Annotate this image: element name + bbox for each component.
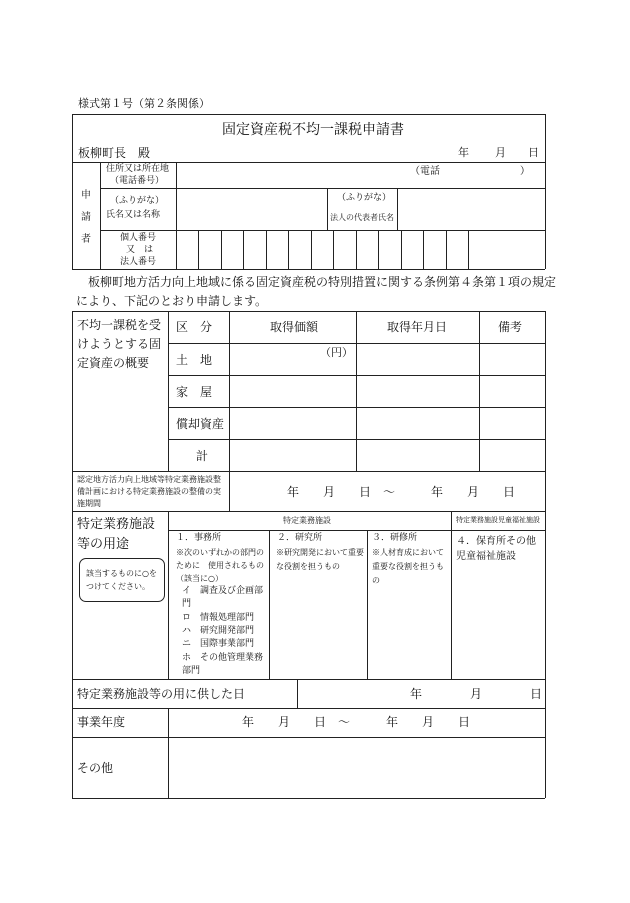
id-digit-divider bbox=[333, 230, 334, 269]
header-date: 取得年月日 bbox=[387, 320, 448, 334]
assets-label: 不均一課税を受けようとする固定資産の概要 bbox=[77, 318, 162, 370]
header-welfare-facility: 特定業務施設児童福祉施設 bbox=[456, 516, 540, 524]
office-item-a[interactable]: イ 調査及び企画部門 bbox=[182, 586, 264, 609]
frame-top bbox=[72, 114, 545, 115]
id-label-1: 個人番号 bbox=[120, 233, 157, 243]
id-digit-divider bbox=[311, 230, 312, 269]
phone-field[interactable]: （電話 ） bbox=[410, 166, 530, 177]
id-digit-divider bbox=[468, 230, 469, 269]
id-label-3: 法人番号 bbox=[120, 257, 157, 267]
id-digit-divider bbox=[378, 230, 379, 269]
date-month: 月 bbox=[495, 146, 506, 159]
office-note: ※次のいずれかの部門のために 使用されるもの（該当に○） bbox=[176, 548, 264, 583]
office-title[interactable]: １．事務所 bbox=[176, 533, 222, 543]
training-note: ※人材育成において重要な役割を担うもの bbox=[372, 548, 444, 585]
plan-period: 年 月 日 ～ 年 月 日 bbox=[287, 485, 516, 499]
training-title[interactable]: ３．研修所 bbox=[372, 533, 418, 543]
nursery-title[interactable]: ４．保育所その他児童福祉施設 bbox=[456, 536, 536, 562]
intro-line-1: 板柳町地方活力向上地域に係る固定資産税の特別措置に関する条例第４条第１項の規定 bbox=[76, 275, 557, 289]
id-digit-divider bbox=[356, 230, 357, 269]
unit-label: （円） bbox=[320, 346, 353, 359]
phone-label: （電話番号） bbox=[110, 176, 165, 186]
office-item-e[interactable]: ホ その他管理業務部門 bbox=[182, 653, 264, 676]
date-day: 日 bbox=[528, 146, 539, 159]
row-total: 計 bbox=[196, 449, 209, 463]
id-digit-divider bbox=[288, 230, 289, 269]
header-category: 区 分 bbox=[176, 320, 213, 334]
form-number: 様式第１号（第２条関係） bbox=[78, 97, 210, 110]
bracket-note: 該当するものに○をつけてください。 bbox=[86, 569, 157, 591]
other-input-area[interactable] bbox=[169, 738, 544, 797]
id-digit-divider bbox=[266, 230, 267, 269]
row-building: 家 屋 bbox=[176, 385, 213, 399]
applicant-char-2: 請 bbox=[81, 212, 91, 223]
intro-line-2: により、下記のとおり申請します。 bbox=[76, 294, 268, 308]
page-title: 固定資産税不均一課税申請書 bbox=[222, 122, 404, 138]
row-land: 土 地 bbox=[176, 353, 213, 367]
date-year: 年 bbox=[458, 146, 469, 159]
fiscal-year-value[interactable]: 年 月 日 ～ 年 月 日 bbox=[242, 715, 471, 729]
service-date-label: 特定業務施設等の用に供した日 bbox=[77, 687, 246, 701]
id-digit-divider bbox=[401, 230, 402, 269]
applicant-char-1: 申 bbox=[81, 190, 91, 201]
furigana-label: （ふりがな） bbox=[110, 196, 165, 206]
plan-label: 認定地方活力向上地域等特定業務施設整備計画における特定業務施設の整備の実施期間 bbox=[77, 475, 221, 508]
other-label: その他 bbox=[77, 761, 114, 775]
lab-note: ※研究開発において重要な役割を担うもの bbox=[276, 548, 364, 571]
fiscal-year-label: 事業年度 bbox=[77, 715, 126, 729]
usage-label: 特定業務施設等の用途 bbox=[77, 517, 156, 552]
addressee: 板柳町長 殿 bbox=[78, 146, 151, 160]
id-label-2: 又 は bbox=[126, 245, 154, 255]
rep-furigana-label: （ふりがな） bbox=[337, 193, 392, 203]
id-digit-divider bbox=[198, 230, 199, 269]
lab-title[interactable]: ２．研究所 bbox=[277, 533, 323, 543]
office-item-d[interactable]: ニ 国際事業部門 bbox=[182, 639, 255, 649]
id-digit-divider bbox=[446, 230, 447, 269]
id-digit-divider bbox=[221, 230, 222, 269]
id-digit-divider bbox=[243, 230, 244, 269]
office-item-b[interactable]: ロ 情報処理部門 bbox=[182, 613, 255, 623]
header-cost: 取得価額 bbox=[270, 320, 319, 334]
office-item-c[interactable]: ハ 研究開発部門 bbox=[182, 626, 255, 636]
header-notes: 備考 bbox=[498, 320, 523, 334]
name-label: 氏名又は名称 bbox=[106, 210, 161, 220]
service-date-value[interactable]: 年 月 日 bbox=[410, 687, 543, 701]
row-depreciable: 償却資産 bbox=[176, 417, 225, 431]
header-business-facility: 特定業務施設 bbox=[283, 516, 331, 525]
id-digit-divider bbox=[423, 230, 424, 269]
applicant-char-3: 者 bbox=[81, 234, 91, 245]
address-label: 住所又は所在地 bbox=[106, 164, 170, 174]
rep-name-label: 法人の代表者氏名 bbox=[330, 213, 394, 222]
